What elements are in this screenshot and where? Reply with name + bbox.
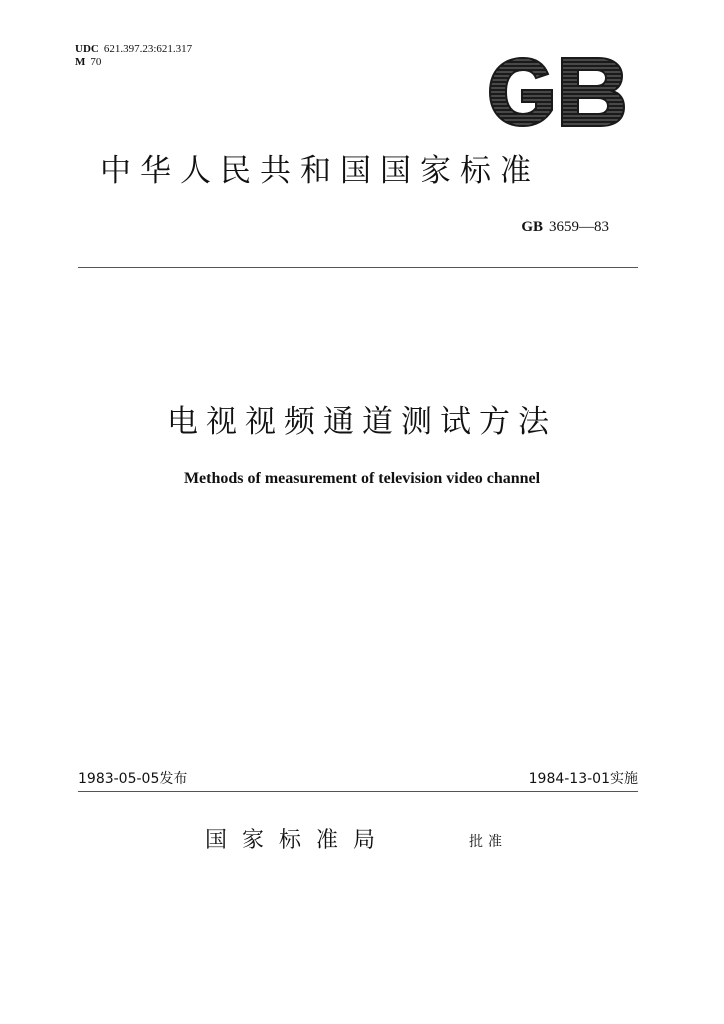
udc-value: 621.397.23:621.317 bbox=[103, 43, 193, 55]
document-title-cn: 电视视频通道测试方法 bbox=[167, 404, 557, 440]
classification-code bbox=[75, 56, 101, 69]
issue-date: 1983-05-05发布 bbox=[78, 771, 188, 787]
gb-logo bbox=[486, 54, 628, 130]
gb-logo-text: GB bbox=[486, 54, 488, 55]
standard-number-prefix: GB bbox=[521, 219, 543, 235]
classification-label: M bbox=[75, 56, 86, 68]
implementation-date: 1984-13-01实施 bbox=[528, 771, 638, 787]
approval-label: 批准 bbox=[469, 834, 507, 850]
udc-code bbox=[75, 43, 192, 56]
standard-number bbox=[521, 218, 609, 236]
udc-label: UDC bbox=[75, 43, 99, 55]
document-title-en: Methods of measurement of television video channel bbox=[183, 470, 541, 487]
issuing-authority: 国家标准局 bbox=[205, 828, 391, 853]
standard-number-value: 3659—83 bbox=[549, 219, 609, 235]
standard-title: 中华人民共和国国家标准 bbox=[100, 153, 540, 189]
classification-value: 70 bbox=[90, 56, 102, 68]
header-divider bbox=[78, 267, 638, 268]
footer-divider bbox=[78, 791, 638, 792]
